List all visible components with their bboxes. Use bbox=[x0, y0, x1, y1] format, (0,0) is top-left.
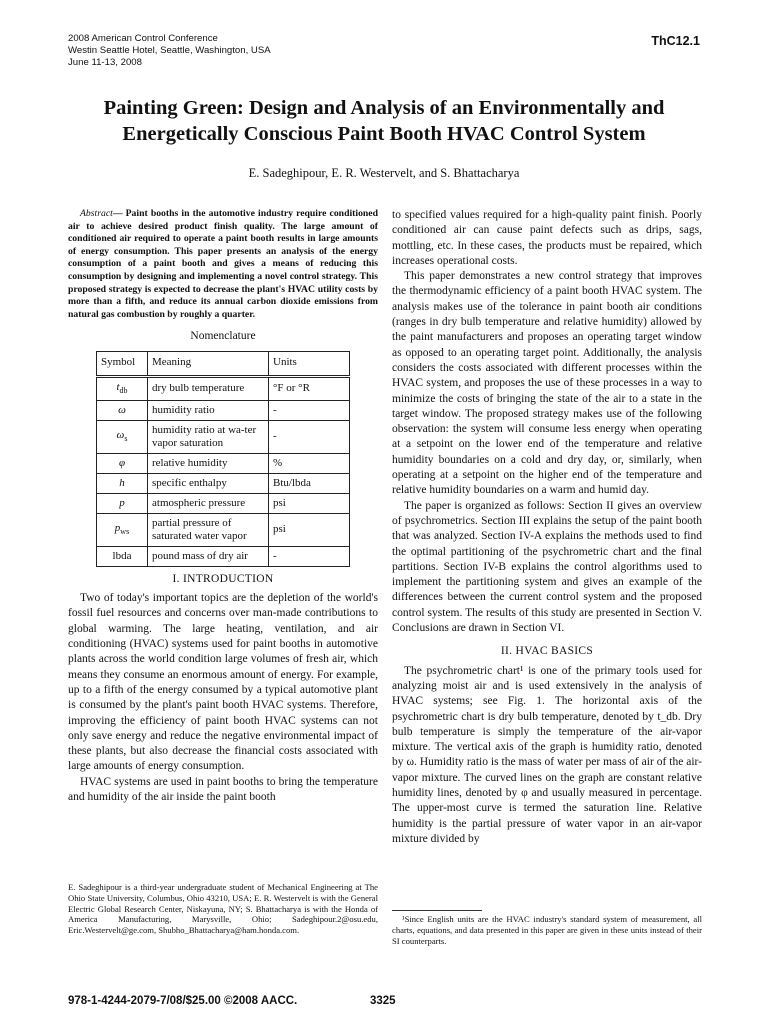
units-cell: psi bbox=[269, 513, 350, 546]
section-heading: I. INTRODUCTION bbox=[172, 572, 274, 585]
table-row bbox=[97, 513, 350, 546]
meaning-cell: relative humidity bbox=[148, 453, 269, 473]
table-header-row bbox=[97, 351, 350, 376]
symbol-cell: $p_{ws}$ bbox=[97, 513, 148, 546]
abstract bbox=[68, 208, 378, 321]
paragraph: This paper demonstrates a new control strategy that improves the thermodynamic efficiency of a paint booth HVAC system. The analysis makes use of the tolerance in paint booth air conditions (ranges in dry bulb temperature and relative humidity) allowed by the paint manufacturers and proposes an operating target window as opposed to an operating target point. Additionally, the analysis considers the costs associated with different processes within the HVAC system, and proposes the use of these processes in a way to minimize the costs of bringing the state of the air to a state in the target window. The proposed strategy makes use of the following observation: the system will consume less energy when operating at a setpoint on the lower end of the temperature and relative humidity boundaries on a cold and dry day, or, similarly, when operating at a setpoint on the higher end of the temperature and relative humidity boundaries on a warm and humid day. bbox=[392, 270, 702, 497]
conference-line: June 11-13, 2008 bbox=[68, 57, 142, 69]
paragraph: The paper is organized as follows: Section II gives an overview of psychrometrics. Section III explains the setup of the paint booth that was analyzed. Section IV-A explains the methods used to find the optimal partitioning of the psychrometric chart and the final partitions. Section IV-B explains the control algorithms used to implement the partitioning system and gives an example of the differences between the current control system and the proposed control system. The results of this study are presented in Section V. Conclusions are drawn in Section VI. bbox=[392, 499, 702, 635]
table-row bbox=[97, 420, 350, 453]
meaning-cell: specific enthalpy bbox=[148, 473, 269, 493]
right-column bbox=[392, 208, 702, 847]
paper-title bbox=[60, 95, 708, 147]
column-header: Meaning bbox=[148, 351, 269, 376]
author-footnote: E. Sadeghipour is a third-year undergraduate student of Mechanical Engineering at The Ohio State University, Columbus, Ohio 43210, USA; E. R. Westervelt is with the General Electric Global Research Center, Niskayuna, NY; S. Bhattacharya is with the Honda of America Manufacturing, Marysville, Ohio; Sadeghipour.2@osu.edu, Eric.Westervelt@ge.com, Shubho_Bhattacharya@ham.honda.com. bbox=[68, 882, 378, 936]
conference-line: Westin Seattle Hotel, Seattle, Washington, USA bbox=[68, 45, 271, 57]
table-row bbox=[97, 453, 350, 473]
table-row bbox=[97, 473, 350, 493]
units-cell: °F or °R bbox=[269, 376, 350, 400]
meaning-cell: humidity ratio bbox=[148, 400, 269, 420]
nomenclature-title: Nomenclature bbox=[190, 330, 256, 343]
table-row bbox=[97, 546, 350, 566]
units-cell: psi bbox=[269, 493, 350, 513]
symbol-cell: h bbox=[97, 473, 148, 493]
meaning-cell: dry bulb temperature bbox=[148, 376, 269, 400]
meaning-cell: atmospheric pressure bbox=[148, 493, 269, 513]
section-heading: II. HVAC BASICS bbox=[500, 645, 594, 658]
table-row bbox=[97, 376, 350, 400]
page-number: 3325 bbox=[370, 995, 396, 1007]
abstract-text: — Paint booths in the automotive industry require conditioned air to achieve desired product finish quality. The large amount of conditioned air required to operate a paint booth results in large amounts of energy consumption. This paper presents an analysis of the energy consumption of a paint booth and gives a means of reducing this consumption by designing and implementing a novel control strategy. This proposed strategy is expected to decrease the plant's HVAC utility costs by more than a fifth, and reduce its annual carbon dioxide emissions from natural gas combustion by roughly a quarter. bbox=[68, 208, 378, 320]
meaning-cell: pound mass of dry air bbox=[148, 546, 269, 566]
left-column bbox=[68, 208, 378, 805]
units-cell: % bbox=[269, 453, 350, 473]
symbol-cell: $t_{db}$ bbox=[97, 376, 148, 400]
symbol-cell: $\omega_s$ bbox=[97, 420, 148, 453]
isbn-line: 978-1-4244-2079-7/08/$25.00 ©2008 AACC. bbox=[68, 995, 298, 1007]
units-footnote: ¹Since English units are the HVAC industry's standard system of measurement, all charts, equations, and data presented in this paper are given in these units instead of their SI counterparts. bbox=[392, 914, 702, 946]
units-cell: - bbox=[269, 400, 350, 420]
units-cell: Btu/lbda bbox=[269, 473, 350, 493]
symbol-cell: p bbox=[97, 493, 148, 513]
paragraph: HVAC systems are used in paint booths to bring the temperature and humidity of the air inside the paint booth bbox=[68, 775, 378, 803]
meaning-cell: humidity ratio at wa-ter vapor saturation bbox=[148, 420, 269, 453]
table-row bbox=[97, 493, 350, 513]
conference-header bbox=[68, 33, 271, 70]
authors: E. Sadeghipour, E. R. Westervelt, and S. Bhattacharya bbox=[248, 166, 520, 180]
column-header: Symbol bbox=[97, 351, 148, 376]
table-row bbox=[97, 400, 350, 420]
symbol-cell: lbda bbox=[97, 546, 148, 566]
title-line: Energetically Conscious Paint Booth HVAC Control System bbox=[122, 123, 646, 145]
meaning-cell: partial pressure of saturated water vapor bbox=[148, 513, 269, 546]
title-line: Painting Green: Design and Analysis of an Environmentally and bbox=[103, 97, 665, 119]
units-cell: - bbox=[269, 546, 350, 566]
paragraph: Two of today's important topics are the depletion of the world's fossil fuel resources and concerns over man-made contributions to global warming. The large heating, ventilation, and air conditioning (HVAC) systems used for paint booths in automotive plants across the world condition large volumes of fresh air, which means they consume an enormous amount of energy. For example, up to a fifth of the energy consumed by a typical automotive plant is consumed by the plant's paint booth HVAC systems. Therefore, improving the efficiency of paint booth HVAC systems can not only save energy and reduce the negative environmental impact of these plants, but also decrease the financial costs associated with large amounts of energy consumption. bbox=[68, 592, 378, 773]
conference-line: 2008 American Control Conference bbox=[68, 33, 218, 44]
paragraph: The psychrometric chart¹ is one of the primary tools used for analyzing moist air and is used extensively in the analysis of HVAC systems; see Fig. 1. The horizontal axis of the psychrometric chart is dry bulb temperature, denoted by t_db. Dry bulb temperature is simply the temperature of the air-vapor mixture. The vertical axis of the graph is humidity ratio, denoted by ω. Humidity ratio is the mass of water per mass of air of the air-vapor mixture. The curved lines on the graph are constant relative humidity lines, denoted by φ and usually measured in percentage. The upper-most curve is termed the saturation line. Relative humidity is the partial pressure of water vapor in an air-vapor mixture divided by bbox=[392, 664, 702, 845]
abstract-label: Abstract bbox=[80, 208, 113, 219]
footnote-divider bbox=[392, 910, 482, 911]
paragraph: to specified values required for a high-quality paint finish. Poorly conditioned air can cause paint defects such as drips, sags, mottling, etc. In these cases, the products must be repaired, which increases operational costs. bbox=[392, 209, 702, 267]
symbol-cell: φ bbox=[97, 453, 148, 473]
units-cell: - bbox=[269, 420, 350, 453]
nomenclature-table bbox=[96, 351, 350, 567]
column-header: Units bbox=[269, 351, 350, 376]
symbol-cell: ω bbox=[97, 400, 148, 420]
paper-code: ThC12.1 bbox=[651, 34, 700, 48]
